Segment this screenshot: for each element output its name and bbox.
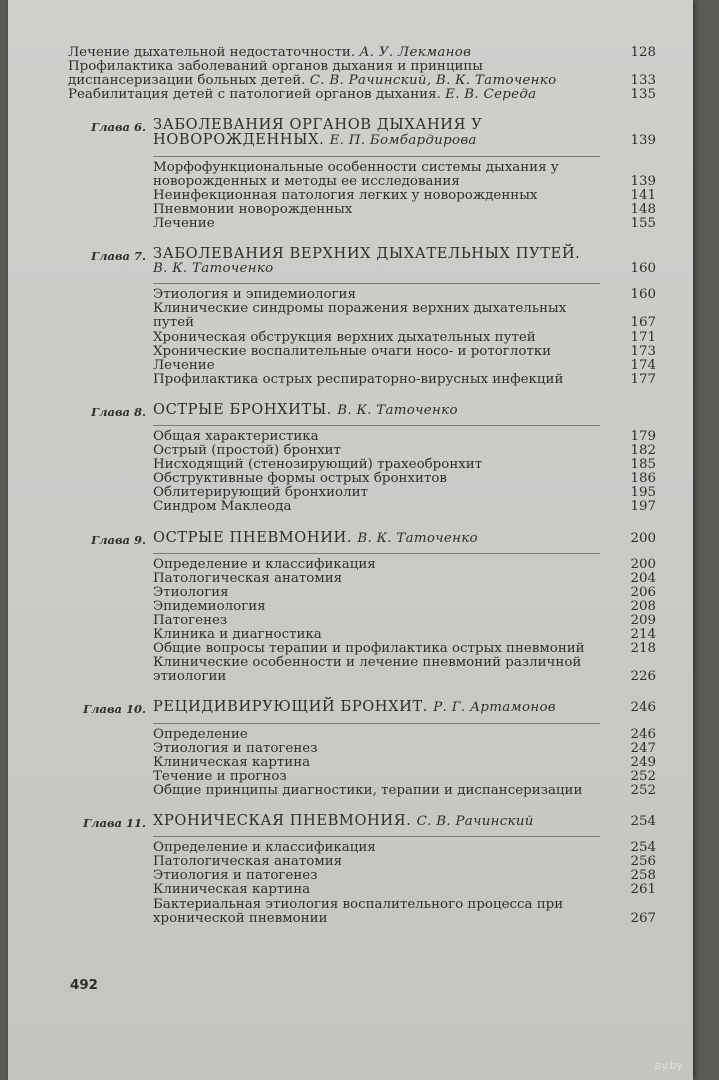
entry-page: 197 — [630, 499, 656, 515]
chapter-block — [68, 814, 656, 926]
chapter-label: Глава 8. — [91, 404, 146, 419]
entry-page: 179 — [630, 428, 656, 444]
entry-title: Острый (простой) бронхит — [153, 443, 341, 459]
entry-title: Общие вопросы терапии и профилактика острых пневмоний — [153, 641, 585, 657]
section-entry — [153, 898, 656, 926]
entry-page: 249 — [630, 754, 656, 770]
entry-author: А. У. Лекманов — [359, 45, 472, 60]
entry-page: 256 — [630, 854, 656, 870]
book-page — [8, 0, 693, 1080]
entry-page: 160 — [630, 287, 656, 303]
section-entry — [153, 203, 656, 217]
entry-page: 204 — [630, 570, 656, 586]
entry-title: Профилактика острых респираторно-вирусных инфекций — [153, 371, 564, 387]
chapter-block — [68, 247, 656, 387]
entry-title: Общие принципы диагностики, терапии и диспансеризации — [153, 782, 583, 798]
entry-title: Клиническая картина — [153, 882, 311, 898]
chapter-block — [68, 118, 656, 231]
chapter-sections — [153, 723, 656, 798]
section-entry — [153, 656, 656, 684]
section-entry — [153, 189, 656, 203]
entry-page: 226 — [630, 669, 656, 685]
entry-page: 135 — [630, 87, 656, 103]
entry-title: Обструктивные формы острых бронхитов — [153, 471, 447, 487]
section-entry — [153, 288, 656, 302]
section-entry — [153, 628, 656, 642]
section-entry — [153, 217, 656, 231]
entry-title: Лечение — [153, 357, 215, 373]
entry-title: Синдром Маклеода — [153, 499, 292, 515]
section-entry — [153, 373, 656, 387]
section-entry — [153, 614, 656, 628]
chapter-heading — [153, 400, 656, 418]
section-entry — [153, 472, 656, 486]
entry-title: Бактериальная этиология воспалительного процесса при хронической пневмонии — [153, 896, 564, 926]
chapter-label: Глава 11. — [83, 816, 146, 831]
entry-title: Определение и классификация — [153, 840, 376, 856]
chapter-block — [68, 400, 656, 515]
section-entry — [153, 331, 656, 345]
chapter-author: Р. Г. Артамонов — [433, 700, 556, 716]
chapter-heading — [153, 528, 656, 546]
chapter-title: ЗАБОЛЕВАНИЯ ВЕРХНИХ ДЫХАТЕЛЬНЫХ ПУТЕЙ. — [153, 245, 581, 263]
entry-title: Реабилитация детей с патологией органов дыхания. — [68, 87, 446, 103]
chapter-page: 254 — [630, 814, 656, 830]
entry-page: 246 — [630, 726, 656, 742]
chapter-label: Глава 7. — [91, 249, 146, 264]
entry-page: 155 — [630, 215, 656, 231]
chapter-page: 160 — [630, 261, 656, 277]
entry-page: 177 — [630, 371, 656, 387]
toc-entry — [68, 88, 656, 102]
entry-title: Патологическая анатомия — [153, 570, 343, 586]
section-entry — [153, 600, 656, 614]
entry-title: Общая характеристика — [153, 428, 319, 444]
section-entry — [153, 586, 656, 600]
chapter-label: Глава 9. — [91, 532, 146, 547]
chapter-page: 200 — [630, 530, 656, 546]
entry-title: Этиология — [153, 584, 229, 600]
entry-title: Патогенез — [153, 613, 228, 628]
chapter-sections — [153, 425, 656, 515]
entry-page: 209 — [630, 613, 656, 628]
entry-page: 185 — [630, 457, 656, 473]
section-entry — [153, 855, 656, 869]
entry-page: 258 — [630, 868, 656, 884]
entry-page: 173 — [630, 343, 656, 359]
entry-title: Этиология и эпидемиология — [153, 287, 356, 303]
entry-title: Определение и классификация — [153, 556, 376, 572]
entry-title: Клинические особенности и лечение пневмоний различной этиологии — [153, 655, 582, 685]
chapter-title: ЗАБОЛЕВАНИЯ ОРГАНОВ ДЫХАНИЯ У НОВОРОЖДЕННЫХ. — [153, 116, 483, 149]
entry-page: 133 — [630, 73, 656, 89]
section-entry — [153, 869, 656, 883]
section-entry — [153, 359, 656, 373]
entry-page: 171 — [630, 329, 656, 345]
entry-title: Неинфекционная патология легких у новорожденных — [153, 187, 538, 203]
watermark: ay.by — [654, 1059, 683, 1072]
entry-title: Хроническая обструкция верхних дыхательных путей — [153, 329, 536, 345]
entry-title: Морфофункциональные особенности системы дыхания у новорожденных и методы ее исследования — [153, 159, 559, 189]
entry-title: Определение — [153, 726, 248, 742]
entry-page: 261 — [630, 882, 656, 898]
chapter-heading — [153, 700, 656, 715]
entry-page: 167 — [630, 315, 656, 331]
chapter-sections — [153, 553, 656, 685]
chapter-list — [68, 118, 656, 925]
entry-page: 148 — [630, 201, 656, 217]
table-of-contents — [68, 46, 656, 926]
section-entry — [153, 161, 656, 189]
entry-page: 139 — [630, 173, 656, 189]
entry-page: 252 — [630, 782, 656, 798]
section-entry — [153, 444, 656, 458]
entry-page: 267 — [630, 910, 656, 926]
entry-title: Клинические синдромы поражения верхних дыхательных путей — [153, 301, 567, 331]
entry-page: 247 — [630, 740, 656, 756]
chapter-label: Глава 6. — [91, 120, 146, 135]
section-entry — [153, 430, 656, 444]
entry-title: Облитерирующий бронхиолит — [153, 485, 368, 501]
entry-title: Лечение дыхательной недостаточности. — [68, 45, 360, 60]
chapter-title: ХРОНИЧЕСКАЯ ПНЕВМОНИЯ. — [153, 812, 417, 830]
entry-page: 200 — [630, 556, 656, 572]
entry-page: 182 — [630, 443, 656, 459]
toc-entry — [68, 60, 656, 88]
section-entry — [153, 458, 656, 472]
entry-title: Клиника и диагностика — [153, 627, 322, 643]
chapter-author: В. К. Таточенко — [337, 402, 458, 418]
chapter-sections — [153, 283, 656, 387]
chapter-heading — [153, 814, 656, 829]
chapter-block — [68, 700, 656, 798]
entry-title: Патологическая анатомия — [153, 854, 343, 870]
section-entry — [153, 742, 656, 756]
section-entry — [153, 883, 656, 897]
section-entry — [153, 572, 656, 586]
entry-page: 208 — [630, 598, 656, 614]
chapter-author: Е. П. Бомбардирова — [329, 133, 477, 149]
page-number: 492 — [70, 978, 98, 993]
entry-page: 206 — [630, 584, 656, 600]
entry-title: Клиническая картина — [153, 754, 311, 770]
entry-page: 218 — [630, 641, 656, 657]
chapter-author: С. В. Рачинский — [416, 814, 534, 830]
chapter-author: В. К. Таточенко — [153, 261, 274, 277]
section-entry — [153, 486, 656, 500]
chapter-title: ОСТРЫЕ БРОНХИТЫ. — [153, 400, 338, 418]
section-entry — [153, 642, 656, 656]
chapter-page: 246 — [630, 700, 656, 716]
entry-page: 174 — [630, 357, 656, 373]
chapter-author: В. К. Таточенко — [357, 530, 478, 546]
entry-page: 214 — [630, 627, 656, 643]
section-entry — [153, 756, 656, 770]
entry-title: Нисходящий (стенозирующий) трахеобронхит — [153, 457, 483, 473]
entry-title: Хронические воспалительные очаги носо- и ротоглотки — [153, 343, 552, 359]
section-entry — [153, 841, 656, 855]
entry-page: 254 — [630, 840, 656, 856]
chapter-label: Глава 10. — [83, 702, 146, 717]
entry-author: С. В. Рачинский, В. К. Таточенко — [309, 73, 557, 89]
chapter-title: РЕЦИДИВИРУЮЩИЙ БРОНХИТ. — [153, 698, 434, 716]
section-entry — [153, 345, 656, 359]
entry-page: 141 — [630, 187, 656, 203]
entry-title: Профилактика заболеваний органов дыхания и принципы диспансеризации больных детей. — [68, 59, 483, 89]
chapter-title: ОСТРЫЕ ПНЕВМОНИИ. — [153, 528, 358, 546]
toc-entry — [68, 46, 656, 60]
entry-page: 128 — [630, 45, 656, 60]
entry-title: Эпидемиология — [153, 598, 266, 614]
section-entry — [153, 558, 656, 572]
intro-entries — [68, 46, 656, 102]
chapter-sections — [153, 156, 656, 231]
section-entry — [153, 784, 656, 798]
section-entry — [153, 302, 656, 330]
chapter-page: 139 — [630, 133, 656, 149]
entry-title: Этиология и патогенез — [153, 868, 318, 884]
section-entry — [153, 770, 656, 784]
entry-title: Течение и прогноз — [153, 768, 287, 784]
chapter-heading — [153, 118, 656, 148]
entry-title: Этиология и патогенез — [153, 740, 318, 756]
entry-page: 195 — [630, 485, 656, 501]
section-entry — [153, 500, 656, 514]
entry-author: Е. В. Середа — [445, 87, 537, 103]
entry-page: 252 — [630, 768, 656, 784]
chapter-heading — [153, 247, 656, 276]
chapter-sections — [153, 836, 656, 926]
entry-page: 186 — [630, 471, 656, 487]
entry-title: Лечение — [153, 215, 215, 231]
chapter-block — [68, 528, 656, 685]
section-entry — [153, 728, 656, 742]
entry-title: Пневмонии новорожденных — [153, 201, 353, 217]
